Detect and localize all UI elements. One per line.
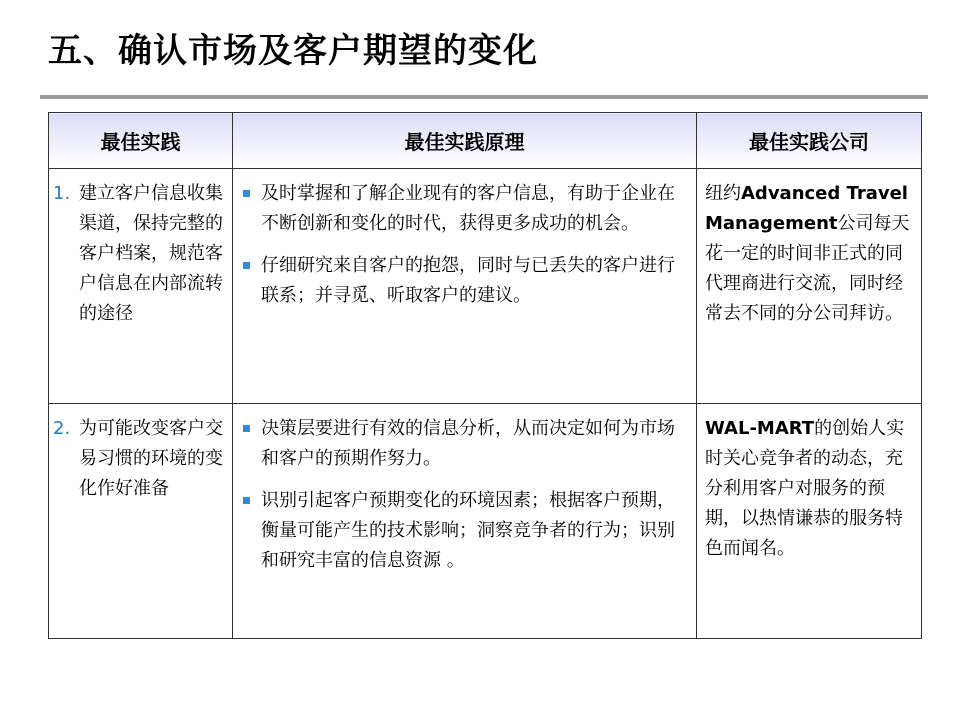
header-company: 最佳实践公司 (697, 113, 922, 169)
practice-cell (49, 404, 233, 639)
company-prefix: 纽约 (705, 183, 741, 204)
practice-text: 建立客户信息收集渠道，保持完整的客户档案，规范客户信息在内部流转的途径 (79, 183, 223, 324)
principle-bullet: 识别引起客户预期变化的环境因素；根据客户预期，衡量可能产生的技术影响；洞察竞争者的行为；识别和研究丰富的信息资源 。 (241, 486, 686, 576)
numbered-item (53, 414, 226, 504)
header-practice: 最佳实践 (49, 113, 233, 169)
principle-list (241, 179, 686, 311)
principle-cell (233, 404, 697, 639)
company-name: Advanced Travel Management (705, 183, 908, 234)
practice-text: 为可能改变客户交易习惯的环境的变化作好准备 (79, 418, 223, 499)
best-practice-table (48, 112, 922, 639)
company-description: 公司每天花一定的时间非正式的同代理商进行交流，同时经常去不同的分公司拜访。 (705, 213, 910, 324)
principle-bullet: 决策层要进行有效的信息分析，从而决定如何为市场和客户的预期作努力。 (241, 414, 686, 474)
principle-cell (233, 169, 697, 404)
header-principle: 最佳实践原理 (233, 113, 697, 169)
numbered-item (53, 179, 226, 329)
company-description: 的创始人实时关心竞争者的动态，充分利用客户对服务的预期，以热情谦恭的服务特色而闻名。 (705, 418, 905, 559)
practice-cell (49, 169, 233, 404)
principle-bullet: 及时掌握和了解企业现有的客户信息，有助于企业在不断创新和变化的时代，获得更多成功的机会。 (241, 179, 686, 239)
company-name: WAL-MART (705, 418, 815, 439)
company-cell (697, 404, 922, 639)
title-divider (40, 95, 928, 99)
item-number: 2. (53, 418, 71, 439)
table-row (49, 169, 922, 404)
slide-title: 五、确认市场及客户期望的变化 (48, 31, 538, 71)
table-header-row (49, 113, 922, 169)
table-row (49, 404, 922, 639)
principle-list (241, 414, 686, 576)
company-cell (697, 169, 922, 404)
principle-bullet: 仔细研究来自客户的抱怨，同时与已丢失的客户进行联系；并寻觅、听取客户的建议。 (241, 251, 686, 311)
item-number: 1. (53, 183, 71, 204)
